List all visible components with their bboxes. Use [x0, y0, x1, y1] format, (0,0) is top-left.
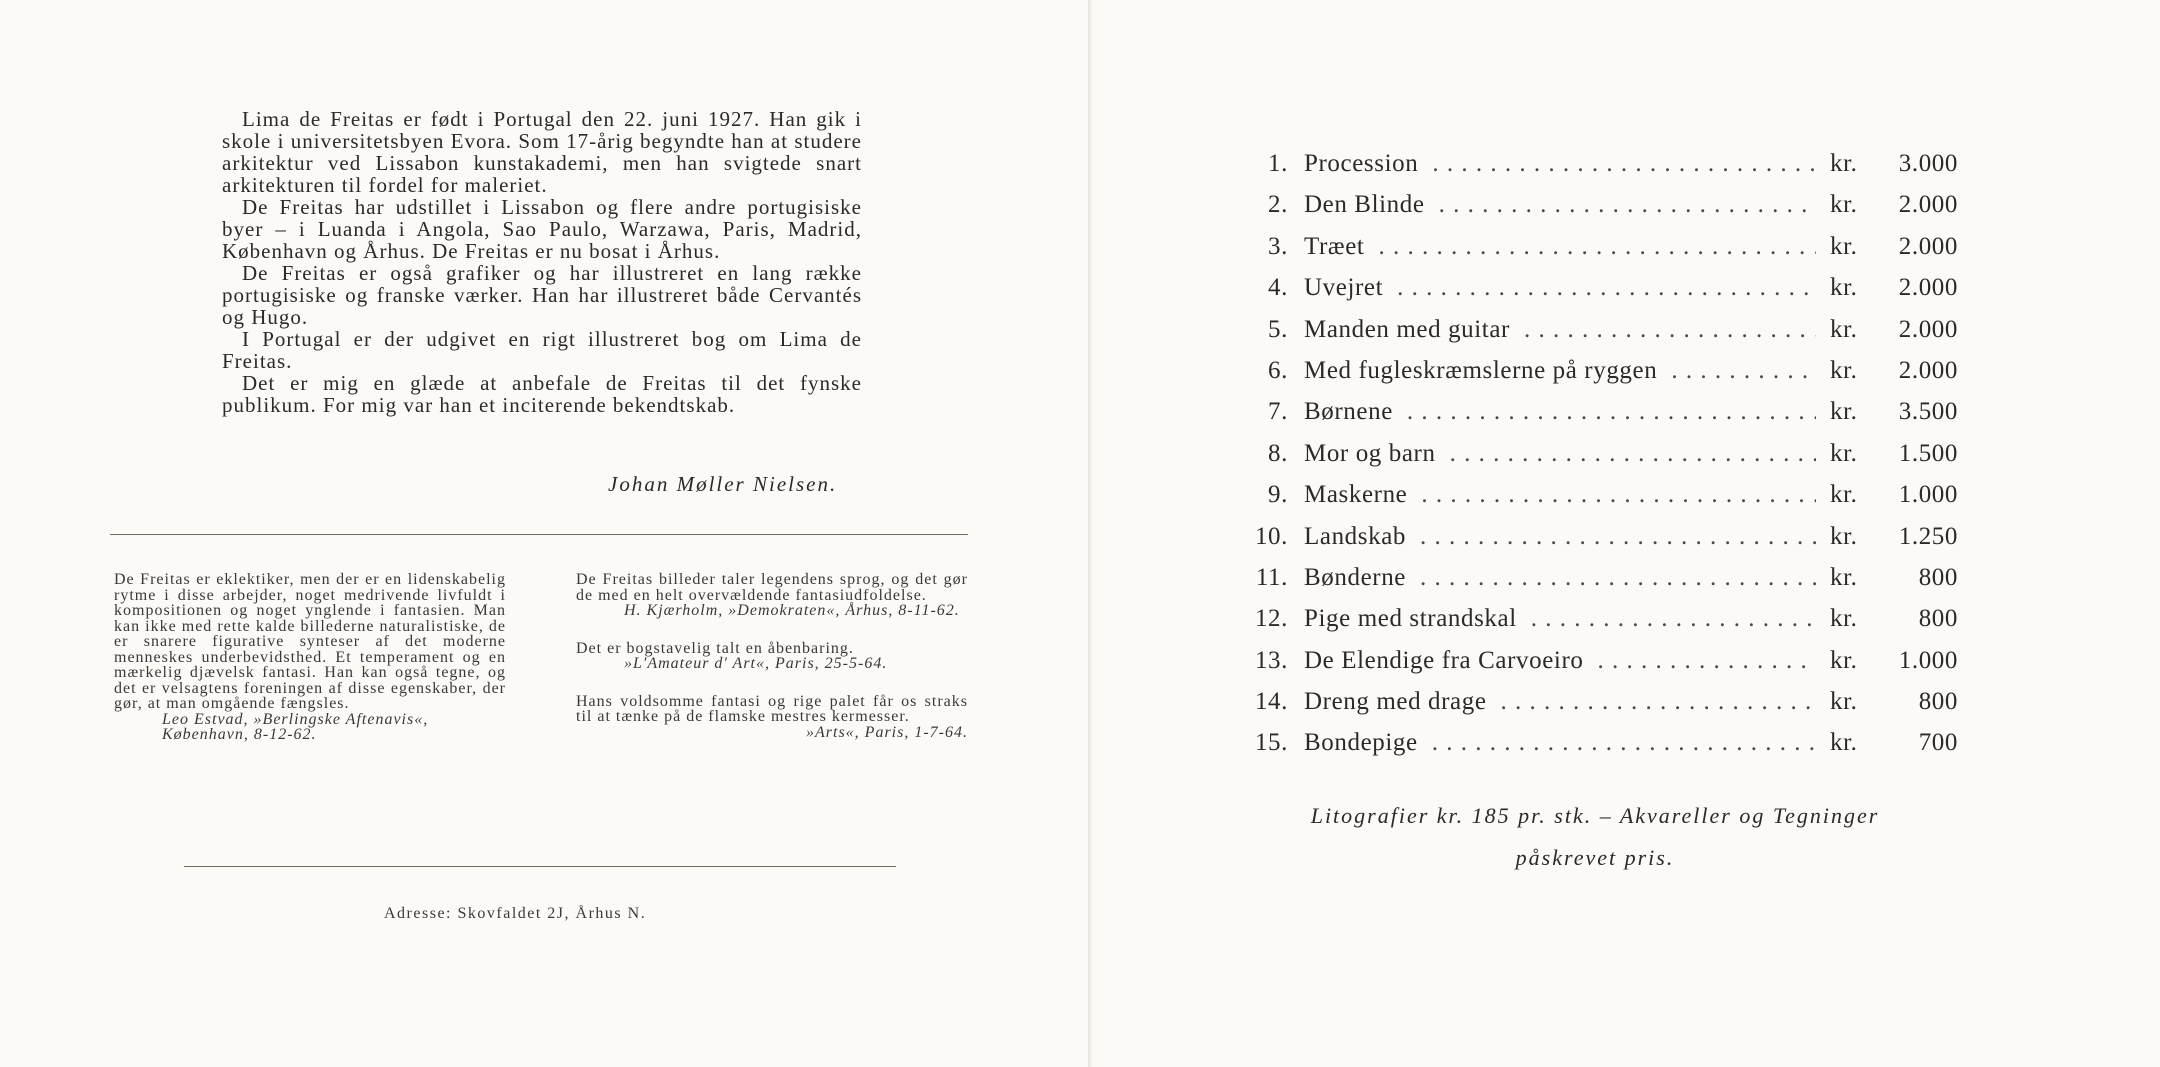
address: Adresse: Skovfaldet 2J, Århus N.: [384, 905, 647, 922]
item-price: 1.500: [1898, 439, 1958, 467]
item-price: 3.500: [1898, 398, 1958, 426]
item-number: 9.: [1268, 481, 1288, 509]
item-number: 3.: [1268, 232, 1288, 260]
bio-paragraph: Lima de Freitas er født i Portugal den 22. juni 1927. Han gik i skole i universitetsbyen Evora. Som 17-årig begyndte han at studere arkitektur ved Lissabon kunstakademi, men han svigtede snart arkitekturen til fordel for maleriet.: [222, 107, 862, 197]
quote-source: »L'Amateur d' Art«, Paris, 25-5-64.: [624, 655, 888, 672]
dot-leader: [1524, 316, 1816, 344]
item-number: 5.: [1268, 315, 1288, 343]
currency-label: kr.: [1830, 439, 1858, 467]
divider-line: [110, 534, 968, 535]
price-list-row: [1228, 357, 1958, 398]
currency-label: kr.: [1830, 150, 1858, 177]
item-number: 7.: [1268, 398, 1288, 426]
item-title: Manden med guitar: [1304, 315, 1510, 343]
quote-text: Det er bogstavelig talt en åbenbaring.: [576, 639, 854, 657]
price-list: [1228, 150, 1958, 771]
signature: Johan Møller Nielsen.: [608, 472, 838, 496]
press-quotes-column-1: [114, 572, 506, 765]
item-title: Den Blinde: [1304, 191, 1425, 219]
item-title: Træet: [1304, 232, 1365, 260]
item-price: 1.250: [1898, 522, 1958, 550]
dot-leader: [1501, 688, 1816, 716]
item-number: 14.: [1254, 688, 1288, 716]
item-price: 1.000: [1898, 646, 1958, 674]
price-list-row: [1228, 191, 1958, 232]
item-number: 2.: [1268, 191, 1288, 219]
dot-leader: [1397, 274, 1816, 302]
quote-text: Hans voldsomme fantasi og rige palet får os straks til at tænke på de flamske mestres kermesser.: [576, 692, 968, 725]
dot-leader: [1432, 729, 1816, 757]
dot-leader: [1531, 605, 1816, 633]
quote-source: H. Kjærholm, »Demokraten«, Århus, 8-11-62.: [624, 602, 960, 619]
dot-leader: [1439, 191, 1816, 219]
price-list-row: [1228, 564, 1958, 605]
item-price: 2.000: [1898, 356, 1958, 384]
price-list-row: [1228, 729, 1958, 770]
currency-label: kr.: [1830, 729, 1858, 757]
item-price: 3.000: [1898, 150, 1958, 177]
press-quote: [576, 572, 968, 619]
item-title: Uvejret: [1304, 274, 1384, 302]
price-list-row: [1228, 233, 1958, 274]
currency-label: kr.: [1830, 605, 1858, 633]
dot-leader: [1671, 357, 1816, 385]
currency-label: kr.: [1830, 481, 1858, 509]
bio-paragraph: Det er mig en glæde at anbefale de Freitas til det fynske publikum. For mig var han et inciterende bekendtskab.: [222, 371, 862, 417]
press-quote: [576, 641, 968, 672]
item-title: Bønderne: [1304, 563, 1406, 591]
item-title: De Elendige fra Carvoeiro: [1304, 646, 1584, 674]
currency-label: kr.: [1830, 274, 1858, 302]
currency-label: kr.: [1830, 522, 1858, 550]
dot-leader: [1597, 647, 1816, 675]
item-title: Mor og barn: [1304, 439, 1436, 467]
price-list-row: [1228, 398, 1958, 439]
price-list-row: [1228, 647, 1958, 688]
item-price: 2.000: [1898, 274, 1958, 302]
currency-label: kr.: [1830, 191, 1858, 219]
price-list-row: [1228, 316, 1958, 357]
quote-source: Leo Estvad, »Berlingske Aftenavis«, København, 8-12-62.: [162, 710, 429, 743]
item-price: 2.000: [1898, 191, 1958, 219]
divider-line: [184, 866, 896, 867]
dot-leader: [1420, 564, 1816, 592]
bio-paragraph: De Freitas er også grafiker og har illustreret en lang række portugisiske og franske værker. Han har illustreret både Cervantés og Hugo.: [222, 261, 862, 329]
bio-paragraph: I Portugal er der udgivet en rigt illustreret bog om Lima de Freitas.: [222, 327, 862, 373]
item-title: Børnene: [1304, 398, 1393, 426]
item-number: 15.: [1254, 729, 1288, 757]
price-footnote: [1230, 795, 1960, 879]
press-quote: [114, 572, 506, 743]
price-list-row: [1228, 605, 1958, 646]
item-title: Med fugleskræmslerne på ryggen: [1304, 356, 1658, 384]
currency-label: kr.: [1830, 398, 1858, 426]
item-title: Pige med strandskal: [1304, 605, 1517, 633]
bio-paragraph: De Freitas har udstillet i Lissabon og flere andre portugisiske byer – i Luanda i Angola, Sao Paulo, Warzawa, Paris, Madrid, København og Århus. De Freitas er nu bosat i Århus.: [222, 195, 862, 263]
quote-text: De Freitas er eklektiker, men der er en lidenskabelig rytme i disse arbejder, noget medrivende livfuldt i kompositionen og noget ynglende i fantasien. Man kan ikke med rette kalde billederne naturalistiske, de er snarere figurative synteser af det moderne menneskes underbevidsthed. Et temperament og en mærkelig djævelsk fantasi. Han kan også tegne, og det er velsagtens foreningen af disse egenskaber, der gør, at man omgående fængsles.: [114, 571, 506, 712]
item-number: 1.: [1268, 150, 1288, 177]
item-number: 10.: [1254, 522, 1288, 550]
item-number: 4.: [1268, 274, 1288, 302]
item-number: 12.: [1254, 605, 1288, 633]
press-quote: [576, 694, 968, 741]
item-price: 2.000: [1898, 232, 1958, 260]
item-title: Dreng med drage: [1304, 688, 1487, 716]
price-list-row: [1228, 150, 1958, 191]
item-title: Bondepige: [1304, 729, 1418, 757]
footnote-line: Litografier kr. 185 pr. stk. – Akvareller og Tegninger: [1310, 803, 1880, 828]
dot-leader: [1407, 398, 1816, 426]
currency-label: kr.: [1830, 646, 1858, 674]
dot-leader: [1421, 481, 1816, 509]
item-price: 1.000: [1898, 481, 1958, 509]
item-number: 6.: [1268, 356, 1288, 384]
quote-text: De Freitas billeder taler legendens sprog, og det gør de med en helt overvældende fantasiudfoldelse.: [576, 571, 968, 604]
item-price: 700: [1918, 729, 1958, 757]
item-title: Landskab: [1304, 522, 1406, 550]
price-list-row: [1228, 688, 1958, 729]
price-list-row: [1228, 481, 1958, 522]
item-number: 13.: [1254, 646, 1288, 674]
item-price: 800: [1918, 605, 1958, 633]
item-title: Maskerne: [1304, 481, 1408, 509]
price-list-row: [1228, 440, 1958, 481]
currency-label: kr.: [1830, 356, 1858, 384]
currency-label: kr.: [1830, 232, 1858, 260]
price-list-row: [1228, 523, 1958, 564]
currency-label: kr.: [1830, 563, 1858, 591]
item-title: Procession: [1304, 150, 1419, 177]
currency-label: kr.: [1830, 315, 1858, 343]
currency-label: kr.: [1830, 688, 1858, 716]
press-quotes-column-2: [576, 572, 968, 762]
dot-leader: [1450, 440, 1816, 468]
item-price: 800: [1918, 688, 1958, 716]
item-price: 2.000: [1898, 315, 1958, 343]
biography: [222, 108, 862, 416]
footnote-line: påskrevet pris.: [1515, 845, 1675, 870]
price-list-row: [1228, 274, 1958, 315]
item-number: 8.: [1268, 439, 1288, 467]
dot-leader: [1432, 150, 1816, 178]
item-price: 800: [1918, 563, 1958, 591]
dot-leader: [1420, 523, 1816, 551]
item-number: 11.: [1255, 563, 1288, 591]
dot-leader: [1378, 233, 1816, 261]
quote-source: »Arts«, Paris, 1-7-64.: [806, 723, 968, 741]
